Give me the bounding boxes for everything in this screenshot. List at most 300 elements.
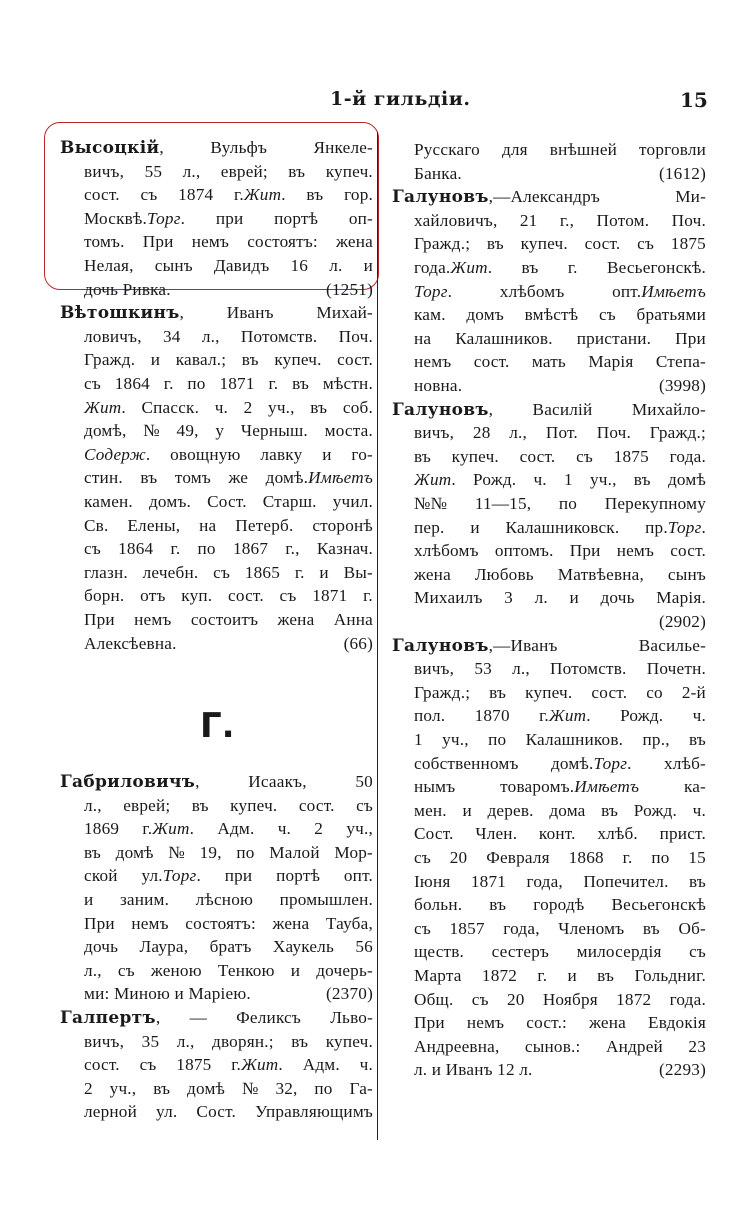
text-line [84,396,373,420]
text-fragment: въ [288,161,306,181]
word [392,398,493,422]
section-letter: Г. [200,706,235,746]
text-fragment: уч., [109,1078,137,1098]
word [236,1006,301,1030]
italic-term: Торг [667,517,702,537]
word [274,207,318,231]
word [196,1100,236,1124]
text-fragment: Гольдниг. [634,966,706,985]
text-fragment: 1871 [312,586,348,606]
word [620,704,663,728]
word [84,1100,137,1124]
text-fragment: вичъ, [414,659,455,679]
text-fragment: 21 [519,210,538,230]
word [187,372,205,396]
italic-term: Жит [241,1055,279,1075]
word [543,988,598,1012]
word [140,584,165,608]
word [344,864,373,888]
word [607,256,706,280]
word [316,959,373,983]
word [470,516,479,540]
word [268,396,295,420]
text-fragment: у [215,421,225,441]
word [693,704,706,728]
text-fragment: съ [213,562,231,582]
text-line [414,822,706,846]
text-fragment: . [451,470,456,490]
word [299,794,335,818]
text-fragment: больн. [414,895,463,915]
word [216,207,244,231]
word [313,136,373,160]
text-fragment: Василье- [638,635,706,655]
word [213,561,230,585]
text-fragment: въ [291,1031,309,1051]
text-fragment: и [363,256,373,275]
word [414,350,451,374]
text-fragment: Спасск. [141,397,200,417]
text-fragment: опт. [343,866,373,886]
entry-headword: Высоцкій [60,138,160,158]
word [84,207,185,231]
text-fragment: Членомъ [558,918,625,938]
text-fragment: гор. [344,185,373,205]
text-fragment: жена [589,1013,626,1033]
word [84,584,124,608]
text-fragment: дочерь- [316,960,373,980]
word [118,959,135,983]
word [364,254,373,278]
text-fragment: №№ [414,494,448,513]
word [646,681,663,705]
word [506,516,620,540]
word [334,608,373,632]
text-fragment: Почетн. [646,659,706,679]
word [558,917,624,941]
text-fragment: сторонѣ [312,515,373,535]
text-fragment: Тенкою [217,960,275,980]
text-fragment: домѣ. [550,753,594,773]
text-line [60,770,373,794]
text-fragment: Сост. [414,824,454,844]
word [269,841,319,865]
text-fragment: г. [268,374,279,393]
entry-reference-number: (3998) [658,376,706,395]
word [118,537,153,561]
text-fragment: моста. [324,421,373,441]
word [255,1100,373,1124]
text-fragment: Св. [84,515,109,535]
text-fragment: 1867 [232,539,269,559]
text-fragment: домѣ, [84,421,127,441]
text-fragment: по [314,1078,333,1098]
text-fragment: , [155,1008,161,1027]
text-fragment: оп- [348,208,373,228]
text-line [84,537,373,561]
word [689,940,706,964]
italic-term: Жит [548,706,587,726]
text-fragment: 55 [144,161,163,181]
word [84,794,102,818]
text-fragment: стин. [84,468,123,488]
word [616,988,651,1012]
word [414,964,462,988]
word [577,327,651,351]
text-fragment: Михай- [316,303,373,323]
word [414,303,446,327]
word [675,185,706,209]
text-fragment: Управляющимъ [255,1102,373,1122]
text-line [414,1058,706,1082]
entry-headword: Галуновъ [392,399,489,420]
text-fragment: Марія. [656,588,706,608]
word [507,988,525,1012]
word [564,468,573,492]
text-line [414,421,706,445]
word [473,468,516,492]
text-fragment: г. [622,848,633,867]
text-fragment: портѣ [276,866,321,886]
text-line [84,278,373,302]
word [617,539,654,563]
text-fragment: съ [576,446,594,466]
word [466,303,504,327]
text-fragment: г. [539,706,549,726]
text-fragment: л., [182,161,201,181]
word [244,396,253,420]
text-fragment: немъ [616,541,655,561]
text-fragment: л. [329,256,343,275]
text-fragment: . [121,397,126,417]
text-fragment: 1 [563,470,573,490]
word [414,468,456,492]
word [131,912,168,936]
word [207,490,247,514]
word [227,301,274,325]
text-fragment: купеч. [230,795,278,815]
word [149,490,191,514]
word [140,466,157,490]
entry-headword: Галуновъ [392,187,489,208]
text-fragment: № [143,421,160,441]
text-line [414,516,706,540]
text-line [414,657,706,681]
word [455,327,553,351]
word [163,325,181,349]
word [84,537,101,561]
text-fragment: домѣ [187,1078,226,1098]
word [60,1006,160,1030]
text-fragment: купеч. [325,161,373,181]
text-fragment: ,—Иванъ [488,635,558,655]
text-fragment: г. [142,819,153,839]
text-fragment: Хаукель [272,937,335,957]
word [452,445,499,469]
text-fragment: при [215,208,244,228]
word [414,280,452,304]
word [60,301,184,325]
word [141,183,158,207]
text-fragment: сост. [298,795,335,815]
text-fragment: сост. [584,234,621,254]
word [198,537,216,561]
text-fragment: г. [537,966,548,985]
italic-term: Жит [450,258,488,277]
text-fragment: Вы- [343,562,373,582]
text-fragment: еврей; [123,795,171,815]
text-line [414,681,706,705]
word [668,563,706,587]
word [558,563,644,587]
word [414,421,454,445]
text-line [414,350,706,374]
word [487,799,533,823]
word [273,935,334,959]
word [84,419,127,443]
text-fragment: ми: Миною и Маріею. [84,984,251,1004]
word [344,183,373,207]
word [585,232,621,256]
text-line [84,160,373,184]
text-fragment: 50 [355,772,373,791]
word [190,1006,207,1030]
text-line [414,964,706,988]
text-fragment: хлѣб- [664,753,706,773]
word [650,421,706,445]
text-fragment: Калашников. [455,328,553,348]
word [660,822,706,846]
text-fragment: 11—15, [474,494,532,513]
text-fragment: л., [84,795,102,815]
word [355,935,373,959]
word [643,728,670,752]
text-fragment: купеч. [274,350,322,370]
text-fragment: Попечител. [583,871,669,891]
word [292,372,309,396]
text-fragment: съ [279,586,297,606]
word [326,160,373,184]
word [634,799,677,823]
italic-term: Жит [152,819,190,839]
text-fragment: городѣ [533,895,585,915]
text-fragment: внѣшней [549,140,618,159]
text-fragment: Старш. [262,492,317,511]
text-fragment: сынъ [667,564,706,584]
text-fragment: Весьегонскѣ. [606,258,706,277]
word [471,870,506,894]
word [143,419,160,443]
text-fragment: ,—Александръ [488,187,600,207]
italic-term: Имѣетъ [641,281,706,301]
text-fragment: домъ [466,305,504,325]
text-fragment: Марта [414,966,462,985]
text-line [84,466,373,490]
word [140,935,189,959]
text-fragment: Банка. [414,163,462,183]
word [145,160,163,184]
word [600,586,634,610]
word [84,841,101,865]
text-line [84,959,373,983]
word [275,1077,297,1101]
word [591,681,627,705]
word [322,443,331,467]
text-fragment: въ [191,795,209,815]
text-fragment: г. [567,258,578,277]
word [291,254,309,278]
text-fragment: . [281,185,286,205]
word [142,1030,160,1054]
text-fragment: Калашников. [525,730,624,749]
text-fragment: При [84,610,115,629]
word [156,1100,177,1124]
word [450,846,468,870]
word [312,514,373,538]
word [260,443,302,467]
text-fragment: 1865 [244,562,281,582]
word [312,584,347,608]
word [291,1030,308,1054]
text-fragment: еврей; [220,161,268,181]
word [568,256,578,280]
word [234,183,286,207]
word [360,1053,373,1077]
word [656,586,706,610]
word [317,537,373,561]
text-fragment: купеч. [520,234,568,254]
text-fragment: 1875 [670,234,706,254]
text-fragment: Гражд.; [414,682,471,702]
word [153,1077,170,1101]
text-fragment: въ [153,1078,171,1098]
entry-headword: Габриловичъ [60,772,196,792]
word [590,468,617,492]
text-fragment: въ [486,234,504,254]
text-fragment: купеч. [525,682,573,702]
italic-term: Торг [593,753,628,773]
word [689,728,706,752]
text-fragment: . [586,706,591,726]
text-fragment: дворян.; [212,1031,274,1051]
text-fragment: мен. [414,800,447,820]
text-fragment: 15 [688,848,706,867]
word [414,445,431,469]
text-fragment: Ноября [542,989,598,1009]
word [414,209,498,233]
text-line [60,1006,373,1030]
word [467,1011,504,1035]
word [577,940,662,964]
text-fragment: Вульфъ [210,138,268,157]
entry-reference-number: (1251) [325,279,373,299]
word [170,443,240,467]
text-fragment: домъ. [148,492,192,511]
word [414,752,519,776]
text-fragment: пол. [414,706,446,726]
word [285,537,299,561]
text-fragment: въ [489,682,507,702]
word [560,209,574,233]
word [323,372,373,396]
text-fragment: томъ. [84,232,125,252]
word [278,817,291,841]
text-fragment: ществ. [414,942,465,962]
text-fragment: При [569,541,601,561]
text-fragment: Іюня [414,871,451,891]
word [651,846,669,870]
word [60,136,164,160]
word [334,841,373,865]
text-fragment: дерев. [487,800,534,820]
text-line [84,348,373,372]
text-line [84,1077,373,1101]
text-fragment: Матвѣевна, [557,564,645,584]
word [60,770,200,794]
text-fragment: Ми- [675,187,706,207]
text-fragment: соб. [342,397,373,417]
word [414,563,451,587]
text-fragment: съ [689,942,706,962]
word [115,372,150,396]
word [639,138,706,162]
word [233,537,268,561]
word [601,799,618,823]
word [550,138,617,162]
text-line [414,539,706,563]
text-fragment: со [646,682,663,702]
italic-term: Имѣетъ [574,777,640,797]
text-line [84,230,373,254]
text-fragment: Февраля [486,848,550,867]
word [84,514,108,538]
word [351,443,373,467]
text-fragment: сынов.: [524,1036,581,1056]
text-fragment: 34 [162,326,181,346]
entry-reference-number: (2902) [658,612,706,631]
word [414,681,470,705]
word [175,466,211,490]
word [84,959,102,983]
word [639,634,706,658]
text-fragment: Поч. [671,210,706,230]
text-fragment: го- [351,444,373,464]
word [502,138,528,162]
word [84,888,93,912]
word [693,799,706,823]
text-fragment: Иванъ [226,303,274,323]
text-fragment: жена [336,232,373,252]
text-fragment: братьями [636,305,706,325]
text-fragment: 20 [449,848,468,867]
text-fragment: 1875 [613,446,649,466]
word [559,492,577,516]
word [185,912,256,936]
text-fragment: съ [84,539,101,559]
text-line [84,207,373,231]
text-fragment: Рожд. [633,800,677,820]
text-line [392,634,706,658]
word [127,514,180,538]
text-fragment: нымъ [414,777,456,797]
word [123,794,170,818]
text-fragment: хайловичъ, [414,210,498,230]
text-fragment: и [470,517,480,537]
word [648,1011,706,1035]
word [241,325,318,349]
word [151,348,160,372]
word [280,584,297,608]
